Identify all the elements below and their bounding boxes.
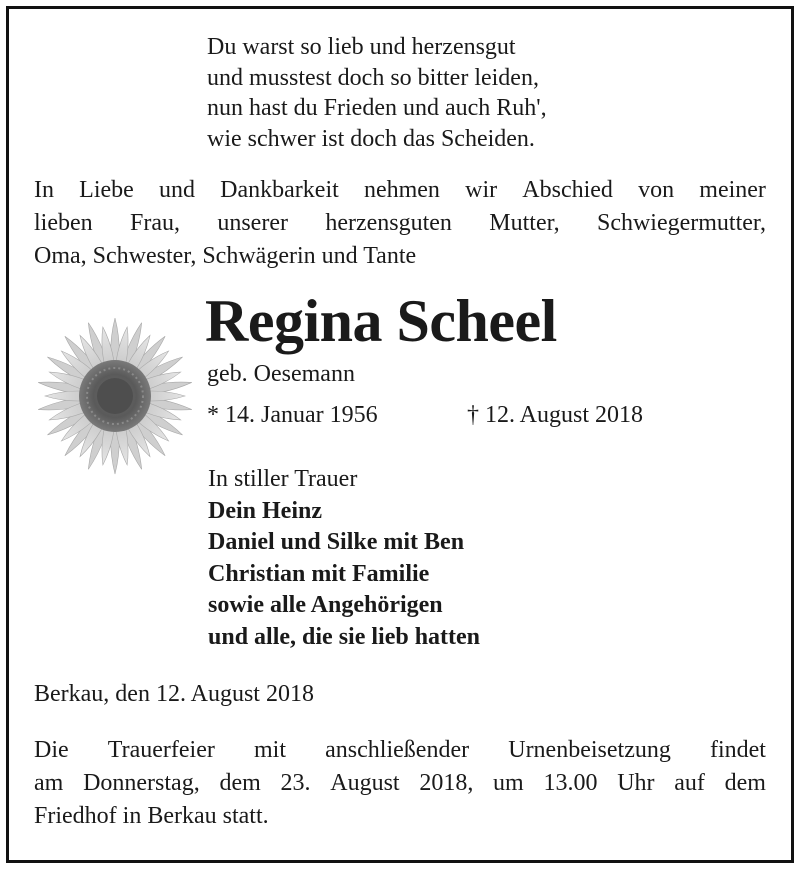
intro-paragraph <box>34 174 766 273</box>
mourner-name: und alle, die sie lieb hatten <box>208 623 481 650</box>
word: auf <box>674 770 705 796</box>
service-paragraph <box>34 734 766 833</box>
word: Schwiegermutter, <box>596 210 766 236</box>
word: 13.00 <box>543 770 598 796</box>
word: 23. <box>280 770 311 796</box>
word: herzensguten <box>325 210 452 236</box>
word: lieben <box>34 210 93 236</box>
word: mit <box>254 737 287 763</box>
sunflower-icon <box>30 318 200 478</box>
word: dem <box>724 770 766 796</box>
word: Trauerfeier <box>107 737 215 763</box>
word: Liebe <box>79 177 134 203</box>
word: meiner <box>699 177 766 203</box>
word: nehmen <box>363 177 440 203</box>
word: von <box>638 177 675 203</box>
word: Abschied <box>522 177 613 203</box>
birth-date: * 14. Januar 1956 <box>207 402 378 428</box>
word: und <box>158 177 195 203</box>
word: Mutter, <box>489 210 560 236</box>
service-line-3: Friedhof in Berkau statt. <box>34 803 269 829</box>
deceased-name: Regina Scheel <box>205 288 557 354</box>
word: Donnerstag, <box>83 770 200 796</box>
mourner-name: Christian mit Familie <box>208 560 430 587</box>
word: August <box>330 770 400 796</box>
mourner-name: sowie alle Angehörigen <box>208 592 443 618</box>
mourner-name: Dein Heinz <box>208 497 322 524</box>
service-line-2 <box>34 767 766 800</box>
poem-line: wie schwer ist doch das Scheiden. <box>207 125 535 152</box>
intro-line-1 <box>34 174 766 207</box>
word: Dankbarkeit <box>220 177 339 203</box>
word: um <box>493 770 524 796</box>
word: In <box>34 177 54 203</box>
intro-line-2 <box>34 207 766 240</box>
word: am <box>34 770 64 796</box>
poem-line: Du warst so lieb und herzensgut <box>207 34 516 60</box>
word: anschließender <box>325 737 470 763</box>
word: dem <box>219 770 261 796</box>
word: Frau, <box>129 210 180 236</box>
word: wir <box>465 177 498 203</box>
place-date: Berkau, den 12. August 2018 <box>34 681 314 707</box>
word: Die <box>34 737 69 763</box>
word: 2018, <box>419 770 474 796</box>
mourners-block <box>208 464 480 653</box>
word: unserer <box>217 210 288 236</box>
word: Urnenbeisetzung <box>508 737 671 763</box>
mourning-intro: In stiller Trauer <box>208 466 358 492</box>
service-line-1 <box>34 734 766 767</box>
poem-line: und musstest doch so bitter leiden, <box>207 64 539 91</box>
death-date: † 12. August 2018 <box>467 402 644 428</box>
word: findet <box>709 737 766 763</box>
poem-line: nun hast du Frieden und auch Ruh', <box>207 95 547 121</box>
born-name: geb. Oesemann <box>207 361 355 387</box>
word: Uhr <box>617 770 655 796</box>
mourner-name: Daniel und Silke mit Ben <box>208 529 465 555</box>
intro-line-3: Oma, Schwester, Schwägerin und Tante <box>34 243 417 269</box>
poem <box>207 32 547 154</box>
